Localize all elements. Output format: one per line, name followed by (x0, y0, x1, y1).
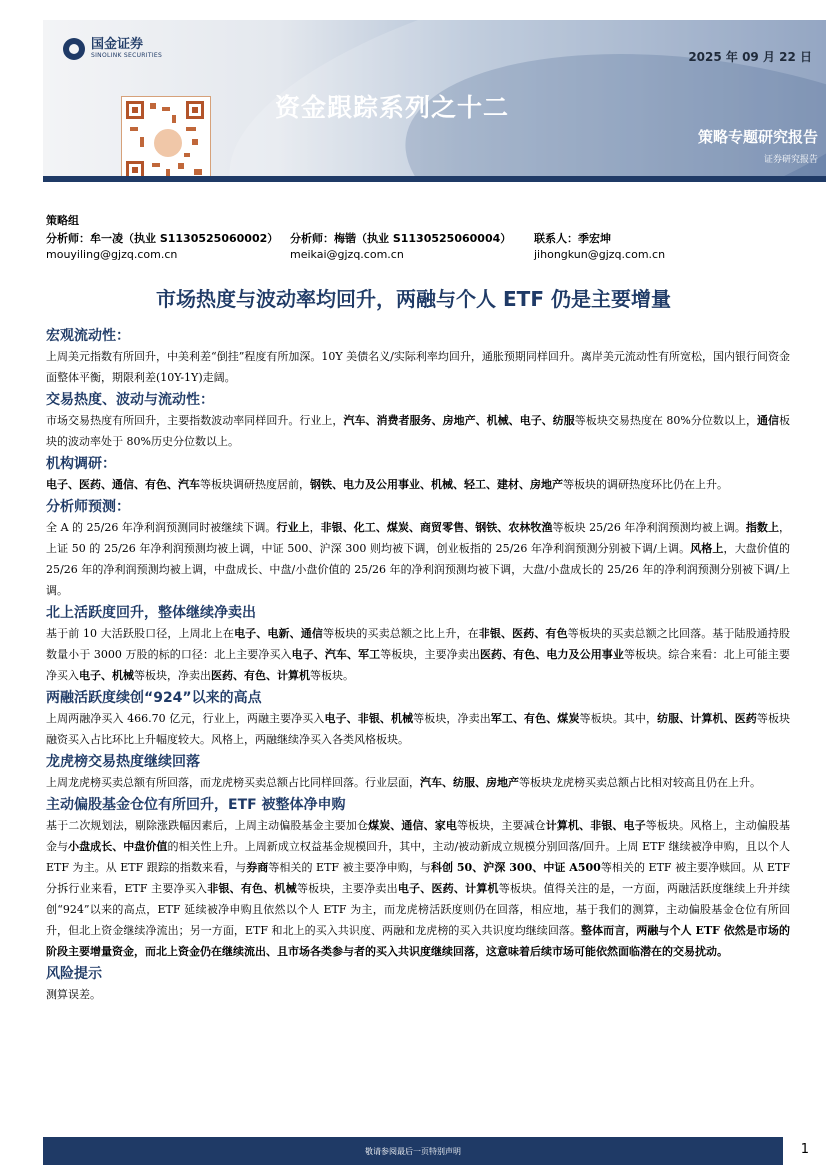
emphasis-text: 通信 (756, 414, 780, 427)
paragraph-text: 等板块融资买入占比环比上升幅度较大。风格上，两融继续净买入各类风格板块。 (46, 712, 791, 746)
section-heading: 风险提示 (46, 966, 102, 982)
paragraph-text: 等板块。 (310, 669, 354, 682)
emphasis-text: 电子、机械 (79, 669, 134, 682)
emphasis-text: 非银、化工、煤炭、商贸零售、钢铁、农林牧渔 (320, 521, 553, 534)
paragraph-text: 等相关的 ETF 被主要净赎回。从 ETF 分拆行业来看，ETF 主要净买入 (46, 861, 790, 895)
paragraph-text: 等板块的买卖总额之比回落。基于陆股通持股数量小于 3000 万股的标的口径：北上主要净买入 (46, 627, 791, 661)
research-group: 策略组 (46, 214, 79, 227)
section-paragraph (46, 410, 790, 452)
emphasis-text: 指数上 (745, 521, 779, 534)
report-type: 策略专题研究报告 (697, 128, 818, 146)
report-date: 2025 年 09 月 22 日 (688, 50, 812, 64)
emphasis-text: 煤炭、通信、家电 (368, 819, 457, 832)
section-heading: 北上活跃度回升，整体继续净卖出 (46, 605, 256, 621)
paragraph-text: 等板块 25/26 年净利润预测均被上调。 (552, 521, 746, 534)
contact-person: 联系人：季宏坤 (534, 232, 611, 245)
emphasis-text: 汽车、消费者服务、房地产、机械、电子、纺服 (343, 414, 575, 427)
paragraph-text: 等板块的买卖总额之比上升，在 (323, 627, 479, 640)
paragraph-text: 等相关的 ETF 被主要净申购，与 (268, 861, 431, 874)
paragraph-text: ，上证 50 的 25/26 年净利润预测均被上调，中证 500、沪深 300 则均被下调，创业板指的 25/26 年净利润预测分别被下调/上调。 (46, 521, 790, 555)
paragraph-text: 基于前 10 大活跃股口径，上周北上在 (46, 627, 235, 640)
emphasis-text: 非银、有色、机械 (207, 882, 297, 895)
emphasis-text: 电子、医药、通信、有色、汽车 (46, 478, 200, 491)
paragraph-text: 市场交易热度有所回升，主要指数波动率同样回升。行业上， (46, 414, 344, 427)
paragraph-text: 等板块龙虎榜买卖总额占比相对较高且仍在上升。 (519, 776, 761, 789)
paragraph-text: 等板块。值得关注的是，一方面，两融活跃度继续上升并续创“924”以来的高点，ETF 延续被净申购且依然以个人 ETF 为主，而龙虎榜活跃度则仍在回落，相应地，基于我们的测算，主动偏股基金仓位有所回升，但北上资金继续净流出；另一方面，ETF 和北上的买入共识度、两融和龙虎榜的买入共识度均继续回落。 (46, 882, 791, 937)
qr-code-icon (121, 96, 211, 182)
logo-name-en: SINOLINK SECURITIES (91, 52, 163, 59)
report-body (46, 324, 790, 1005)
paragraph-text: 等板块。风格上，主动偏股基金与 (46, 819, 791, 853)
emphasis-text: 科创 50、沪深 300、中证 A500 (430, 861, 601, 874)
emphasis-text: 电子、汽车、军工 (291, 648, 381, 661)
analyst-2: 分析师：梅锴（执业 S1130525060004） (290, 232, 512, 245)
paragraph-text: 板块的波动率处于 80%历史分位数以上。 (46, 414, 791, 448)
author-block (46, 212, 754, 261)
emphasis-text: 券商 (246, 861, 269, 874)
section-heading: 分析师预测： (46, 499, 130, 515)
emphasis-text: 风格上 (690, 542, 724, 555)
analyst-2-email[interactable]: meikai@gjzq.com.cn (290, 248, 404, 261)
report-category: 证券研究报告 (763, 155, 818, 165)
paragraph-text: 等板块，净卖出 (134, 669, 211, 682)
section-paragraph (46, 984, 790, 1005)
paragraph-text: 测算误差。 (46, 988, 101, 1001)
qr-center-logo (152, 127, 184, 159)
section-paragraph (46, 474, 790, 495)
report-headline: 市场热度与波动率均回升，两融与个人 ETF 仍是主要增量 (156, 287, 671, 311)
section-heading: 机构调研： (46, 456, 116, 472)
emphasis-text: 行业上 (276, 521, 310, 534)
analyst-1-email[interactable]: mouyiling@gjzq.com.cn (46, 248, 178, 261)
banner-bottom-bar (43, 176, 826, 182)
paragraph-text: 全 A 的 25/26 年净利润预测同时被继续下调。 (46, 521, 277, 534)
paragraph-text: 等板块，净卖出 (413, 712, 491, 725)
emphasis-text: 电子、电新、通信 (234, 627, 324, 640)
logo-icon (63, 38, 85, 60)
contact-email[interactable]: jihongkun@gjzq.com.cn (534, 248, 666, 261)
emphasis-text: 钢铁、电力及公用事业、机械、轻工、建材、房地产 (310, 478, 563, 491)
section-paragraph (46, 815, 790, 962)
section-paragraph (46, 517, 790, 601)
emphasis-text: 整体而言，两融与个人 ETF 依然是市场的阶段主要增量资金，而北上资金仍在继续流出、且市场各类参与者的买入共识度继续回落，这意味着后续市场可能依然面临潜在的交易扰动。 (46, 924, 790, 958)
paragraph-text: ，大盘价值的 25/26 年的净利润预测均被上调，中盘成长、中盘/小盘价值的 25/26 年的净利润预测均被下调，大盘/小盘成长的 25/26 年的净利润预测分别被下调/上调。 (46, 542, 791, 597)
section-heading: 交易热度、波动与流动性： (46, 392, 214, 408)
emphasis-text: 非银、医药、有色 (478, 627, 568, 640)
paragraph-text: 基于二次规划法，剔除涨跌幅因素后，上周主动偏股基金主要加仓 (46, 819, 369, 832)
paragraph-text: 等板块，主要净卖出 (296, 882, 398, 895)
company-logo (63, 38, 162, 60)
section-paragraph (46, 623, 790, 686)
section-heading: 宏观流动性： (46, 328, 130, 344)
paragraph-text: 等板块，主要减仓 (456, 819, 546, 832)
paragraph-text: 等板块调研热度居前， (200, 478, 310, 491)
section-paragraph (46, 772, 790, 793)
section-heading: 龙虎榜交易热度继续回落 (46, 754, 200, 770)
emphasis-text: 医药、有色、计算机 (211, 669, 310, 682)
paragraph-text: 上周美元指数有所回升，中美利差“倒挂”程度有所加深。10Y 美债名义/实际利率均回升，通胀预期同样回升。离岸美元流动性有所宽松，国内银行间资金面整体平衡，期限利差(10Y-1Y)走阔。 (46, 350, 790, 384)
section-paragraph (46, 346, 790, 388)
emphasis-text: 计算机、非银、电子 (545, 819, 646, 832)
emphasis-text: 汽车、纺服、房地产 (420, 776, 519, 789)
paragraph-text: 等板块。综合来看：北上可能主要净买入 (46, 648, 791, 682)
logo-name-cn: 国金证券 (91, 37, 144, 52)
paragraph-text: 上周龙虎榜买卖总额有所回落，而龙虎榜买卖总额占比同样回落。行业层面， (46, 776, 420, 789)
page-number: 1 (800, 1142, 809, 1157)
footer-disclaimer: 敬请参阅最后一页特别声明 (365, 1147, 461, 1156)
paragraph-text: 的相关性上升。上周新成立权益基金规模回升，其中，主动/被动新成立规模分别回落/回升。上周 ETF 继续被净申购，且以个人 ETF 为主。从 ETF 跟踪的指数来看，与 (46, 840, 791, 874)
emphasis-text: 电子、非银、机械 (324, 712, 414, 725)
paragraph-text: 等板块交易热度在 80%分位数以上， (574, 414, 757, 427)
report-banner (43, 20, 826, 182)
analyst-1: 分析师：牟一凌（执业 S1130525060002） (46, 232, 279, 245)
series-title: 资金跟踪系列之十二 (275, 93, 510, 122)
email-row (46, 248, 754, 261)
analyst-row (46, 230, 754, 246)
paragraph-text: ， (309, 521, 321, 534)
emphasis-text: 小盘成长、中盘价值 (68, 840, 168, 853)
section-paragraph (46, 708, 790, 750)
paragraph-text: 等板块。其中， (579, 712, 658, 725)
section-heading: 两融活跃度续创“924”以来的高点 (46, 690, 262, 706)
emphasis-text: 纺服、计算机、医药 (657, 712, 757, 725)
emphasis-text: 军工、有色、煤炭 (490, 712, 580, 725)
emphasis-text: 医药、有色、电力及公用事业 (479, 648, 624, 661)
paragraph-text: 上周两融净买入 466.70 亿元，行业上，两融主要净买入 (46, 712, 325, 725)
footer-bar (43, 1137, 783, 1165)
emphasis-text: 电子、医药、计算机 (397, 882, 499, 895)
paragraph-text: 等板块的调研热度环比仍在上升。 (563, 478, 728, 491)
section-heading: 主动偏股基金仓位有所回升，ETF 被整体净申购 (46, 797, 346, 813)
paragraph-text: 等板块，主要净卖出 (380, 648, 480, 661)
